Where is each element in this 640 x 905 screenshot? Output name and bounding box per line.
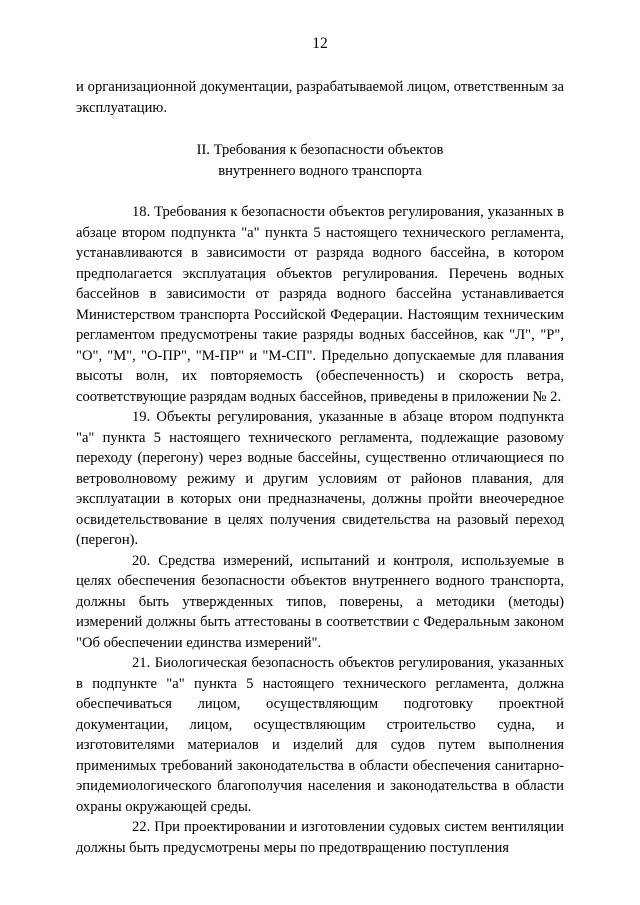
page-number: 12 (312, 35, 328, 52)
document-body (76, 77, 564, 858)
section-heading (76, 140, 564, 181)
paragraph-20: 20. Средства измерений, испытаний и контроля, используемые в целях обеспечения безопасности объектов внутреннего водного транспорта, должны быть утвержденных типов, поверены, а методики (методы) измерений должны быть аттестованы в соответствии с Федеральным законом "Об обеспечении единства измерений". (76, 552, 564, 651)
section-heading-line-1: II. Требования к безопасности объектов (196, 142, 444, 158)
paragraph-19: 19. Объекты регулирования, указанные в абзаце втором подпункта "а" пункта 5 настоящего технического регламента, подлежащие разовому переходу (перегону) через водные бассейны, существенно отличающиеся по ветроволновому режиму и другим условиям от районов плавания, для эксплуатации в которых они предназначены, должны пройти внеочередное освидетельствование в целях получения свидетельства на разовый переход (перегон). (76, 409, 564, 548)
paragraph-22: 22. При проектировании и изготовлении судовых систем вентиляции должны быть предусмотрены меры по предотвращению поступления (76, 819, 564, 856)
continuation-paragraph: и организационной документации, разрабатываемой лицом, ответственным за эксплуатацию. (76, 79, 564, 116)
section-heading-line-2: внутреннего водного транспорта (218, 162, 422, 179)
paragraph-18: 18. Требования к безопасности объектов регулирования, указанных в абзаце втором подпункта "а" пункта 5 настоящего технического регламента, устанавливаются в зависимости от разряда водного бассейна, в котором предполагается эксплуатация объектов регулирования. Перечень водных бассейнов в зависимости от разряда водного бассейна устанавливается Министерством транспорта Российской Федерации. Настоящим техническим регламентом предусмотрены такие разряды водных бассейнов, как "Л", "Р", "О", "М", "О-ПР", "М-ПР" и "М-СП". Предельно допускаемые для плавания высоты волн, их повторяемость (обеспеченность) и скорость ветра, соответствующие разрядам водных бассейнов, приведены в приложении № 2. (76, 204, 564, 405)
paragraph-21: 21. Биологическая безопасность объектов регулирования, указанных в подпункте "а" пункта 5 настоящего технического регламента, должна обеспечиваться лицом, осуществляющим подготовку проектной документации, лицом, осуществляющим строительство судна, и изготовителями материалов и изделий для судов путем выполнения применимых требований законодательства в области обеспечения санитарно-эпидемиологического благополучия населения и законодательства в области охраны окружающей среды. (76, 655, 564, 815)
